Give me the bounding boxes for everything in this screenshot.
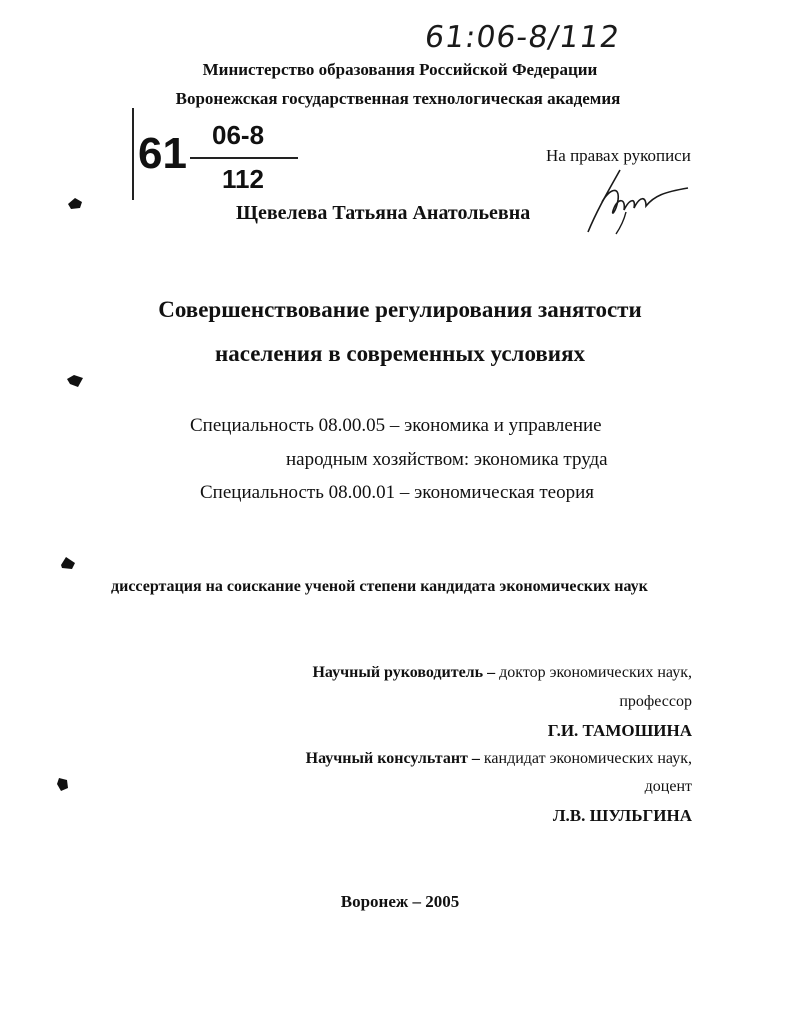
academy-heading: Воронежская государственная технологическая академия xyxy=(175,89,621,108)
handwritten-archive-number: 61:06-8/112 xyxy=(422,20,623,55)
specialty-1-line-1: Специальность 08.00.05 – экономика и управление xyxy=(190,415,602,436)
stamp-prefix: 61 xyxy=(138,129,187,178)
stamp-vertical-line xyxy=(132,108,134,200)
stamp-fraction-line xyxy=(190,157,298,159)
supervisor-rank: профессор xyxy=(619,693,692,710)
supervisor-name: Г.И. ТАМОШИНА xyxy=(547,721,692,740)
supervisor-role: Научный руководитель – xyxy=(312,664,496,681)
consultant-degree: кандидат экономических наук, xyxy=(479,750,692,767)
supervisor-line xyxy=(312,664,692,682)
consultant-rank: доцент xyxy=(644,778,692,795)
specialty-1-line-2: народным хозяйством: экономика труда xyxy=(286,449,608,470)
specialty-2: Специальность 08.00.01 – экономическая теория xyxy=(200,482,594,503)
punch-mark-icon xyxy=(66,374,84,388)
consultant-line xyxy=(306,750,692,768)
stamp-top-number: 06-8 xyxy=(212,120,265,150)
consultant-role: Научный консультант – xyxy=(305,750,480,767)
manuscript-note: На правах рукописи xyxy=(546,146,691,165)
signature-icon xyxy=(580,168,690,238)
punch-mark-icon xyxy=(59,556,77,570)
stamp-bottom-number: 112 xyxy=(222,164,264,194)
punch-mark-icon xyxy=(56,776,70,792)
thesis-title-line-1: Совершенствование регулирования занятости xyxy=(158,297,642,322)
ministry-heading: Министерство образования Российской Федерации xyxy=(202,60,598,79)
author-name: Щевелева Татьяна Анатольевна xyxy=(236,202,531,224)
consultant-name: Л.В. ШУЛЬГИНА xyxy=(552,806,692,825)
dissertation-type: диссертация на соискание ученой степени кандидата экономических наук xyxy=(111,578,648,595)
city-year: Воронеж – 2005 xyxy=(340,892,460,911)
thesis-title-line-2: населения в современных условиях xyxy=(214,341,586,366)
punch-mark-icon xyxy=(66,196,84,210)
supervisor-degree: доктор экономических наук, xyxy=(495,664,692,681)
